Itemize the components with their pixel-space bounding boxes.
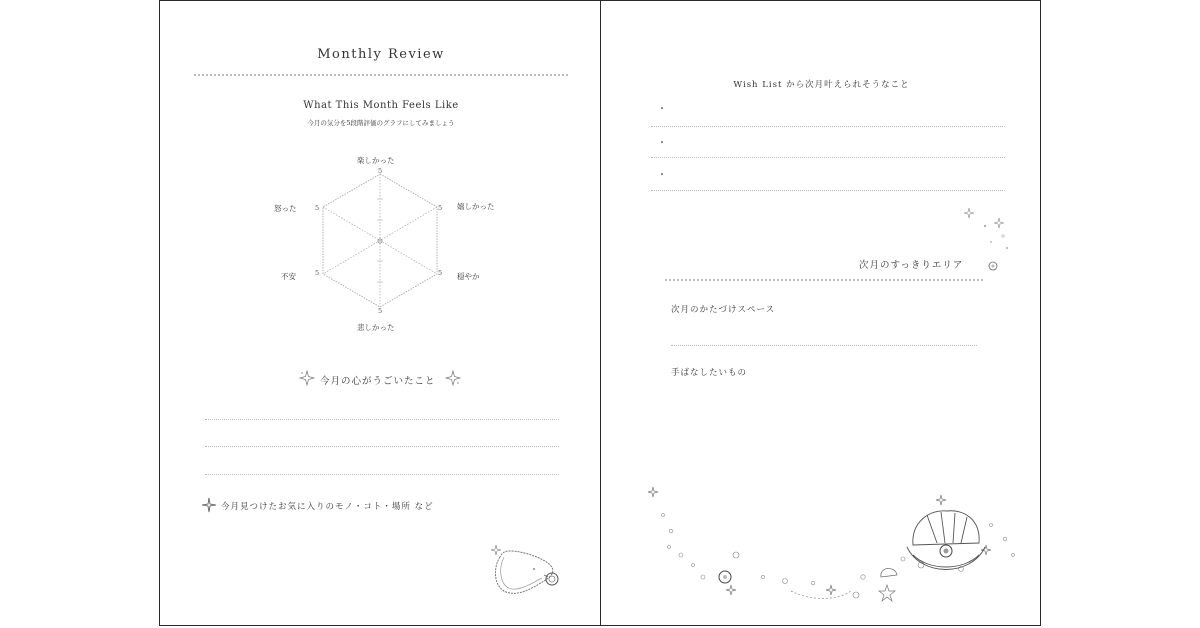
right-page: [600, 0, 1041, 626]
left-page: [159, 0, 601, 626]
feelings-subtitle-en: What This Month Feels Like: [303, 100, 459, 111]
wishlist-bullet: ・: [657, 104, 667, 115]
sparkle-icon: [202, 498, 216, 512]
heart-section-title: 今月の心がうごいたこと: [320, 376, 436, 387]
pearl-shell-illustration: [641, 485, 1031, 615]
feelings-subtitle-jp: 今月の気分を5段階評価のグラフにしてみましょう: [307, 119, 455, 127]
radar-max-happy: 5: [438, 204, 443, 212]
writing-line[interactable]: [651, 126, 1005, 127]
radar-max-calm: 5: [438, 269, 443, 277]
sparkle-icon: [299, 370, 315, 386]
writing-line[interactable]: [671, 345, 977, 346]
favorites-prompt: 今月見つけたお気に入りのモノ・コト・場所 など: [221, 502, 434, 512]
radar-max-anxious: 5: [315, 269, 320, 277]
wishlist-title: Wish List から次月叶えられそうなこと: [733, 80, 910, 90]
writing-line[interactable]: [651, 190, 1005, 191]
page-title: Monthly Review: [317, 47, 445, 62]
radar-max-sad: 5: [378, 307, 383, 315]
bracelet-illustration: [488, 535, 568, 597]
writing-line[interactable]: [205, 446, 559, 447]
radar-label-anxious: 不安: [281, 272, 296, 281]
radar-label-calm: 穏やか: [457, 272, 480, 281]
writing-line[interactable]: [205, 474, 559, 475]
radar-max-angry: 5: [315, 204, 320, 212]
wishlist-bullet: ・: [657, 138, 667, 149]
wishlist-bullet: ・: [657, 170, 667, 181]
let-go-label: 手ばなしたいもの: [671, 368, 748, 378]
feelings-radar-chart: [300, 169, 460, 313]
radar-max-fun: 5: [378, 167, 383, 175]
sparkle-icon: [445, 370, 461, 386]
clam-shell: [907, 511, 985, 570]
radar-label-angry: 怒った: [274, 204, 297, 213]
title-divider: [194, 74, 568, 76]
radar-label-sad: 悲しかった: [357, 323, 395, 332]
declutter-title: 次月のすっきりエリア: [859, 260, 964, 271]
radar-label-fun: 楽しかった: [357, 156, 395, 165]
writing-line[interactable]: [205, 419, 559, 420]
writing-line[interactable]: [651, 157, 1005, 158]
sparkle-cluster-icon: [963, 206, 1013, 276]
tidy-space-label: 次月のかたづけスペース: [671, 305, 776, 315]
radar-label-happy: 嬉しかった: [457, 202, 495, 211]
declutter-divider: [665, 279, 983, 281]
